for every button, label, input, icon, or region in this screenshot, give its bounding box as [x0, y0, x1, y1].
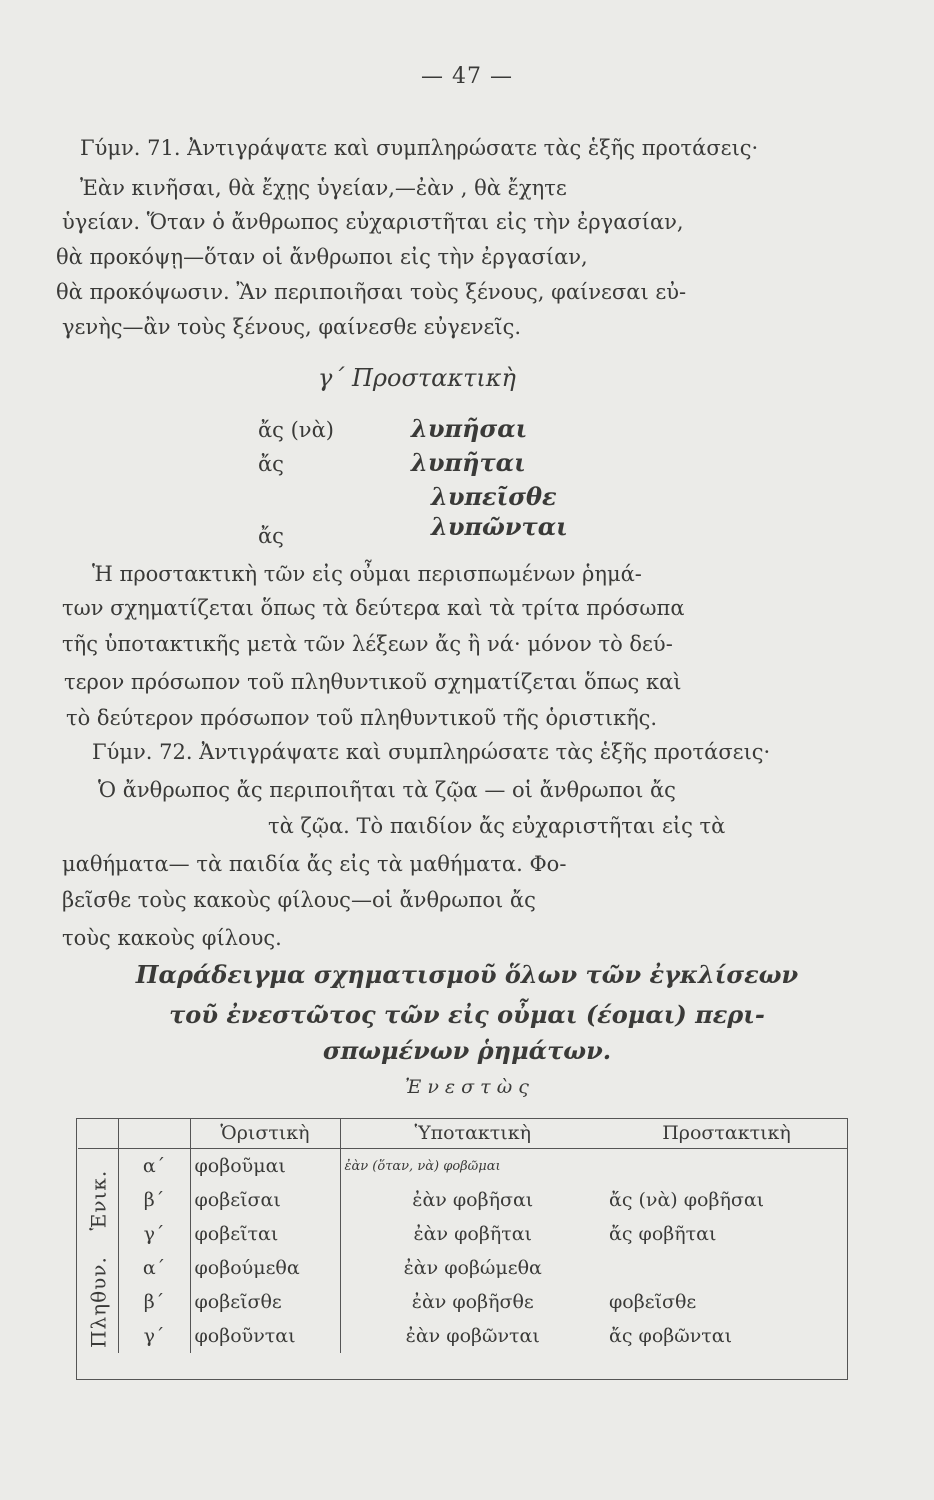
exercise-71-line: γενὴς—ἂν τοὺς ξένους, φαίνεσθε εὐγενεῖς.: [62, 315, 522, 339]
imperative-particle: ἄς (νὰ): [258, 418, 334, 442]
imperative-cell: [605, 1149, 848, 1184]
person-cell: γ΄: [118, 1319, 190, 1353]
plural-label: Πληθυν.: [86, 1256, 111, 1348]
subjunctive-cell: ἐὰν φοβῆσαι: [340, 1183, 605, 1217]
imperative-form: λυπῆσαι: [411, 414, 528, 443]
imperative-cell: ἄς φοβῶνται: [609, 1325, 733, 1347]
paradigm-title-line: σπωμένων ῥημάτων.: [322, 1036, 612, 1065]
person-cell: β΄: [118, 1183, 190, 1217]
paradigm-header-row: [78, 1118, 848, 1149]
person-cell: γ΄: [118, 1217, 190, 1251]
imperative-form: λυπεῖσθε: [431, 482, 557, 511]
exercise-72-line: τὰ ζῷα. Τὸ παιδίον ἄς εὐχαριστῆται εἰς τὰ: [268, 814, 726, 838]
person-cell: α΄: [118, 1251, 190, 1285]
exercise-72-line: τοὺς κακοὺς φίλους.: [62, 926, 282, 950]
subjunctive-cell: ἐὰν φοβῶνται: [340, 1319, 605, 1353]
exercise-71-line: θὰ προκόψῃ—ὅταν οἱ ἄνθρωποι εἰς τὴν ἐργασίαν,: [56, 245, 588, 269]
paradigm-title-line: τοῦ ἐνεστῶτος τῶν εἰς οὖμαι (έομαι) περι-: [169, 1000, 765, 1029]
header-subjunctive: Ὑποτακτικὴ: [340, 1118, 605, 1149]
indicative-cell: φοβεῖσθε: [190, 1285, 340, 1319]
exercise-72-line: Ὁ ἄνθρωπος ἄς περιποιῆται τὰ ζῷα — οἱ ἄνθρωποι ἄς: [98, 778, 676, 802]
indicative-cell: φοβεῖται: [190, 1217, 340, 1251]
exercise-72-line: βεῖσθε τοὺς κακοὺς φίλους—οἱ ἄνθρωποι ἄς: [62, 888, 536, 912]
page-number: — 47 —: [421, 64, 513, 89]
table-row: [78, 1285, 848, 1319]
exercise-72-line: Γύμν. 72. Ἀντιγράψατε καὶ συμπληρώσατε τὰς ἑξῆς προτάσεις·: [92, 740, 771, 764]
imperative-cell: ἄς φοβῆται: [609, 1223, 717, 1245]
exercise-71-line: Ἐὰν κινῆσαι, θὰ ἔχῃς ὑγείαν,—ἐὰν , θὰ ἔχητε: [80, 176, 567, 200]
rule-line: τερον πρόσωπον τοῦ πληθυντικοῦ σχηματίζεται ὅπως καὶ: [64, 670, 682, 694]
table-row: [78, 1217, 848, 1251]
indicative-cell: φοβεῖσαι: [190, 1183, 340, 1217]
paradigm-table: [78, 1118, 848, 1353]
indicative-cell: φοβούμεθα: [190, 1251, 340, 1285]
subjunctive-cell: ἐὰν φοβῆται: [340, 1217, 605, 1251]
imperative-heading: γ΄ Προστακτικὴ: [318, 364, 516, 392]
table-row: [78, 1149, 848, 1184]
indicative-cell: φοβοῦμαι: [190, 1149, 340, 1184]
rule-line: Ἡ προστακτικὴ τῶν εἰς οὖμαι περισπωμένων ῥημά-: [92, 562, 642, 586]
exercise-71-line: ὑγείαν. Ὅταν ὁ ἄνθρωπος εὐχαριστῆται εἰς τὴν ἐργασίαν,: [62, 210, 684, 234]
imperative-cell: φοβεῖσθε: [609, 1291, 697, 1313]
tense-label: Ἐ ν ε σ τ ὼ ς: [405, 1076, 529, 1098]
exercise-71-line: Γύμν. 71. Ἀντιγράψατε καὶ συμπληρώσατε τὰς ἑξῆς προτάσεις·: [80, 136, 759, 160]
table-row: [78, 1183, 848, 1217]
subjunctive-cell: ἐὰν (ὅταν, νὰ) φοβῶμαι: [340, 1149, 605, 1184]
exercise-72-line: μαθήματα— τὰ παιδία ἄς εἰς τὰ μαθήματα. Φο-: [62, 852, 567, 876]
rule-line: των σχηματίζεται ὅπως τὰ δεύτερα καὶ τὰ τρίτα πρόσωπα: [62, 596, 685, 620]
table-row: [78, 1319, 848, 1353]
imperative-particle: ἄς: [258, 452, 284, 476]
header-imperative: Προστακτικὴ: [605, 1118, 848, 1149]
person-cell: β΄: [118, 1285, 190, 1319]
rule-line: τὸ δεύτερον πρόσωπον τοῦ πληθυντικοῦ τῆς ὁριστικῆς.: [66, 706, 658, 730]
subjunctive-cell: ἐὰν φοβώμεθα: [340, 1251, 605, 1285]
subjunctive-cell: ἐὰν φοβῆσθε: [340, 1285, 605, 1319]
imperative-cell: [605, 1251, 848, 1285]
imperative-form: λυπῶνται: [431, 512, 568, 541]
paradigm-title-line: Παράδειγμα σχηματισμοῦ ὅλων τῶν ἐγκλίσεων: [135, 960, 799, 989]
table-row: [78, 1251, 848, 1285]
rule-line: τῆς ὑποτακτικῆς μετὰ τῶν λέξεων ἄς ἢ νά· μόνον τὸ δεύ-: [62, 632, 673, 656]
indicative-cell: φοβοῦνται: [190, 1319, 340, 1353]
header-indicative: Ὁριστικὴ: [190, 1118, 340, 1149]
person-cell: α΄: [118, 1149, 190, 1184]
imperative-cell: ἄς (νὰ) φοβῆσαι: [609, 1189, 765, 1211]
imperative-form: λυπῆται: [411, 448, 526, 477]
exercise-71-line: θὰ προκόψωσιν. Ἂν περιποιῆσαι τοὺς ξένους, φαίνεσαι εὐ-: [56, 280, 687, 304]
imperative-particle: ἄς: [258, 524, 284, 548]
singular-label: Ἑνικ.: [86, 1169, 111, 1230]
